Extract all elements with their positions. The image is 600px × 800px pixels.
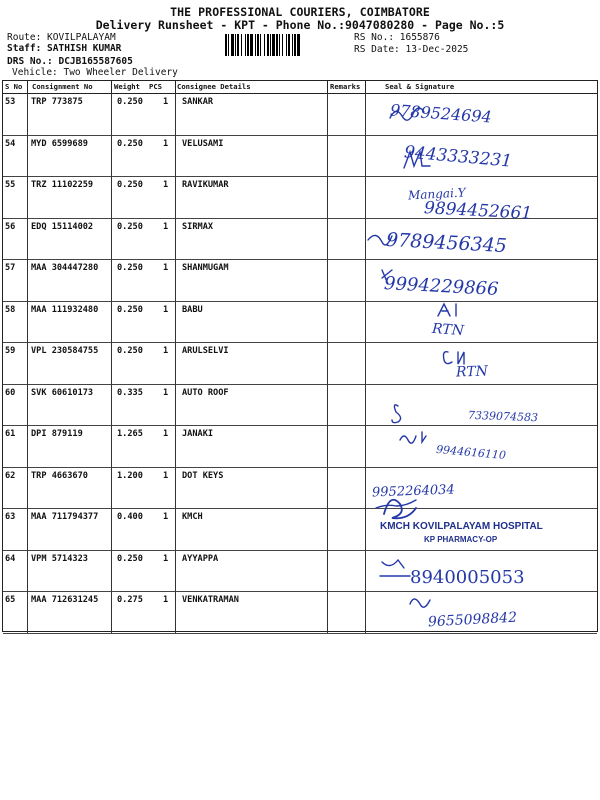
cell-pcs: 1 — [163, 595, 169, 605]
cell-consignee: AYYAPPA — [182, 553, 219, 564]
cell-consignment: MAA 304447280 — [31, 263, 99, 273]
cell-consignment: MYD 6599689 — [31, 138, 88, 149]
cell-consignment: TRZ 11102259 — [31, 180, 94, 190]
cell-sno: 58 — [5, 304, 16, 315]
cell-consignment: SVK 60610173 — [31, 387, 94, 398]
cell-pcs: 1 — [163, 429, 169, 439]
company-title: THE PROFESSIONAL COURIERS, COIMBATORE — [170, 5, 430, 19]
cell-sno: 62 — [5, 470, 16, 481]
signature-58: RTN — [431, 320, 465, 340]
cell-sno: 61 — [5, 429, 16, 439]
cell-consignee: JANAKI — [182, 429, 214, 439]
cell-weight: 0.250 — [117, 346, 143, 356]
cell-consignee: KMCH — [182, 512, 203, 522]
cell-weight: 0.250 — [117, 138, 143, 149]
col-sno-header: S No — [5, 82, 23, 91]
cell-sno: 57 — [5, 263, 16, 273]
vehicle-label: Vehicle: Two Wheeler Delivery — [12, 67, 178, 78]
cell-consignment: VPM 5714323 — [31, 553, 88, 564]
cell-consignee: AUTO ROOF — [182, 387, 229, 398]
signature-53: 9789524694 — [389, 100, 493, 127]
signature-64: 8940005053 — [410, 567, 525, 588]
cell-weight: 0.250 — [117, 221, 143, 232]
table-row — [3, 467, 597, 510]
cell-consignee: SHANMUGAM — [182, 263, 229, 273]
cell-sno: 59 — [5, 346, 16, 356]
col-remarks-header: Remarks — [330, 82, 361, 91]
cell-pcs: 1 — [163, 221, 169, 232]
signature-62: 9952264034 — [371, 482, 455, 501]
cell-consignment: MAA 711794377 — [31, 512, 99, 522]
cell-consignee: VENKATRAMAN — [182, 595, 239, 605]
cell-pcs: 1 — [163, 512, 169, 522]
cell-consignee: SANKAR — [182, 97, 214, 107]
cell-sno: 65 — [5, 595, 16, 605]
cell-pcs: 1 — [163, 387, 169, 398]
cell-sno: 64 — [5, 553, 16, 564]
hospital-stamp-line2: KP PHARMACY-OP — [424, 535, 498, 544]
cell-weight: 0.400 — [117, 512, 143, 522]
table-row — [3, 301, 597, 344]
signature-55-phone: 9894452661 — [423, 198, 533, 224]
signature-60: 7339074583 — [467, 408, 539, 425]
cell-weight: 0.250 — [117, 553, 143, 564]
col-pcs-header: PCS — [149, 82, 162, 91]
signature-61: 9944616110 — [435, 442, 507, 463]
cell-weight: 1.200 — [117, 470, 143, 481]
cell-weight: 0.250 — [117, 97, 143, 107]
col-seal-header: Seal & Signature — [385, 82, 455, 91]
table-row — [3, 425, 597, 468]
cell-sno: 55 — [5, 180, 16, 190]
cell-sno: 53 — [5, 97, 16, 107]
cell-pcs: 1 — [163, 346, 169, 356]
cell-weight: 0.250 — [117, 180, 143, 190]
cell-consignment: EDQ 15114002 — [31, 221, 94, 232]
hospital-stamp-line1: KMCH KOVILPALAYAM HOSPITAL — [380, 521, 543, 532]
cell-weight: 0.335 — [117, 387, 143, 398]
cell-consignee: RAVIKUMAR — [182, 180, 229, 190]
staff-label: Staff: SATHISH KUMAR — [7, 43, 122, 54]
cell-weight: 0.250 — [117, 304, 143, 315]
signature-57: 9994229866 — [383, 273, 500, 300]
cell-weight: 0.275 — [117, 595, 143, 605]
signature-59: RTN — [455, 363, 489, 381]
table-row — [3, 342, 597, 385]
table-row — [3, 259, 597, 302]
rs-date: RS Date: 13-Dec-2025 — [354, 44, 469, 55]
runsheet-subtitle: Delivery Runsheet - KPT - Phone No.:9047080280 - Page No.:5 — [95, 18, 505, 32]
col-consignee-header: Consignee Details — [177, 82, 251, 91]
cell-consignment: MAA 712631245 — [31, 595, 99, 605]
cell-pcs: 1 — [163, 553, 169, 564]
signature-54: 9443333231 — [403, 142, 513, 172]
cell-consignee: VELUSAMI — [182, 138, 224, 149]
cell-consignment: TRP 4663670 — [31, 470, 88, 481]
drs-number: DRS No.: DCJB165587605 — [7, 56, 133, 67]
cell-consignment: VPL 230584755 — [31, 346, 99, 356]
cell-consignee: BABU — [182, 304, 203, 315]
cell-pcs: 1 — [163, 263, 169, 273]
cell-sno: 54 — [5, 138, 16, 149]
cell-weight: 1.265 — [117, 429, 143, 439]
signature-55-name: Mangai.Y — [407, 185, 466, 203]
table-row — [3, 93, 597, 136]
col-weight-header: Weight — [114, 82, 140, 91]
cell-consignee: ARULSELVI — [182, 346, 229, 356]
cell-pcs: 1 — [163, 470, 169, 481]
cell-pcs: 1 — [163, 180, 169, 190]
cell-consignment: TRP 773875 — [31, 97, 83, 107]
route-label: Route: KOVILPALAYAM — [7, 32, 116, 43]
cell-consignee: SIRMAX — [182, 221, 214, 232]
rs-number: RS No.: 1655876 — [354, 32, 440, 43]
barcode — [225, 34, 351, 56]
cell-weight: 0.250 — [117, 263, 143, 273]
cell-pcs: 1 — [163, 138, 169, 149]
col-consignment-header: Consignment No — [32, 82, 93, 91]
cell-sno: 60 — [5, 387, 16, 398]
cell-sno: 56 — [5, 221, 16, 232]
cell-pcs: 1 — [163, 304, 169, 315]
signature-56: 9789456345 — [385, 228, 508, 258]
cell-sno: 63 — [5, 512, 16, 522]
cell-consignee: DOT KEYS — [182, 470, 224, 481]
cell-pcs: 1 — [163, 97, 169, 107]
cell-consignment: MAA 111932480 — [31, 304, 99, 315]
cell-consignment: DPI 879119 — [31, 429, 83, 439]
table-row — [3, 218, 597, 261]
signature-65: 9655098842 — [427, 609, 518, 631]
